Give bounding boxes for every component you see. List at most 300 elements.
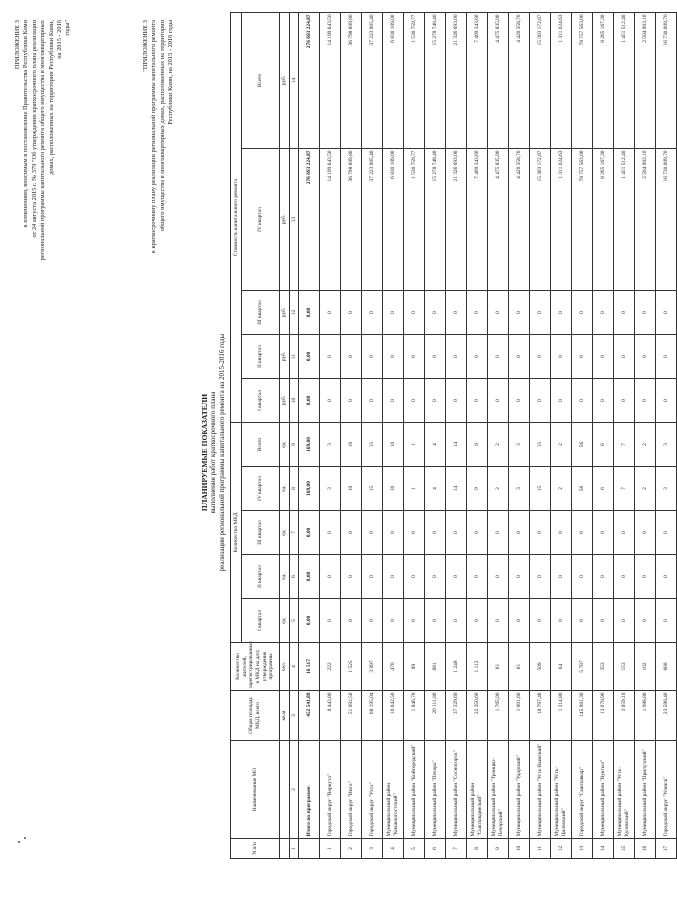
total-value: 169,00: [299, 423, 320, 467]
row-number: 12: [551, 839, 572, 859]
row-value: 0: [467, 599, 488, 643]
header-line: домах, расположенных на территории Республики Коми,: [47, 20, 55, 175]
row-value: 2: [488, 467, 509, 511]
row-value: 4: [425, 423, 446, 467]
row-value: 0: [656, 599, 677, 643]
index-cell: 10: [290, 379, 299, 423]
index-cell: 14: [290, 12, 299, 148]
row-value: 15 303 172,87: [530, 12, 551, 148]
row-value: 6: [593, 423, 614, 467]
document-subtitle-2: реализации региональной программы капитального ремонта на 2015-2016 годы: [218, 333, 226, 572]
row-value: 0: [320, 291, 341, 335]
row-value: 4 420 358,70: [509, 12, 530, 148]
row-value: 0: [635, 291, 656, 335]
row-number: 15: [614, 839, 635, 859]
unit-cell: ед.: [280, 555, 290, 599]
row-value: 0: [614, 555, 635, 599]
row-municipality: Муниципальный район "Усть-Куломский": [614, 741, 635, 839]
row-municipality: Муниципальный район "Княжпогостский": [383, 741, 404, 839]
row-value: 0: [635, 599, 656, 643]
row-value: 3: [320, 467, 341, 511]
header-line: на 2015 - 2016: [56, 20, 64, 59]
header-municipality: Наименование МО: [231, 741, 280, 839]
table-units-row: [280, 12, 290, 858]
table-row: [530, 12, 551, 858]
row-value: 0: [320, 379, 341, 423]
appendix-sub-header: [142, 20, 176, 720]
row-value: 0: [425, 291, 446, 335]
row-value: 51 092,50: [341, 691, 362, 741]
row-value: 1 840,70: [404, 691, 425, 741]
row-number: 5: [404, 839, 425, 859]
row-value: 0: [593, 599, 614, 643]
table-index-row: [290, 12, 299, 858]
header-count-quarter: III квартал: [242, 511, 280, 555]
header-area: Общая площадь МКД, всего: [231, 691, 280, 741]
index-cell: 6: [290, 555, 299, 599]
row-value: 37 329,69: [446, 691, 467, 741]
row-value: 0: [656, 511, 677, 555]
row-municipality: Муниципальный район "Троицко-Печорский": [488, 741, 509, 839]
table-cell: [280, 839, 290, 859]
row-value: 0: [488, 599, 509, 643]
table-row: [509, 12, 530, 858]
row-value: 0: [572, 555, 593, 599]
row-value: 0: [551, 599, 572, 643]
row-value: 1 530 759,77: [404, 149, 425, 291]
row-value: 4 475 835,90: [488, 12, 509, 148]
row-value: 2 504 993,10: [635, 12, 656, 148]
row-value: 78 757 563,00: [572, 149, 593, 291]
row-value: 2: [488, 423, 509, 467]
header-cost-quarter: III квартал: [242, 291, 280, 335]
row-value: 2: [551, 467, 572, 511]
index-cell: 9: [290, 423, 299, 467]
table-header-row: [231, 12, 242, 858]
row-value: 0: [383, 291, 404, 335]
row-value: 102: [635, 643, 656, 691]
row-value: 0: [467, 511, 488, 555]
row-number: 7: [446, 839, 467, 859]
row-number: 11: [530, 839, 551, 859]
row-value: 0: [656, 555, 677, 599]
row-value: 0: [551, 335, 572, 379]
header-line: Республики Коми, на 2015 - 2016 годы: [167, 20, 175, 125]
index-cell: 13: [290, 149, 299, 291]
row-value: 15 278 748,40: [425, 149, 446, 291]
header-residents: Количество жителей, зарегистрированных в МКД на дату утверждения программы: [231, 643, 280, 691]
row-value: 0: [551, 291, 572, 335]
unit-cell: руб.: [280, 149, 290, 291]
row-value: 8 443,80: [320, 691, 341, 741]
row-value: 0: [404, 599, 425, 643]
total-value: 0,00: [299, 335, 320, 379]
row-number: 1: [320, 839, 341, 859]
row-value: 1 311 024,63: [551, 12, 572, 148]
row-value: 0: [572, 379, 593, 423]
row-value: 14 199 643,50: [320, 149, 341, 291]
row-value: 2: [635, 423, 656, 467]
row-number: 10: [509, 839, 530, 859]
row-value: 0: [320, 555, 341, 599]
row-value: 5 787: [572, 643, 593, 691]
total-value: 0,00: [299, 555, 320, 599]
row-value: 89: [404, 643, 425, 691]
row-value: 2 504 993,10: [635, 149, 656, 291]
row-value: 0: [488, 291, 509, 335]
row-value: 10: [383, 423, 404, 467]
row-value: 64: [551, 643, 572, 691]
total-value: 452 541,89: [299, 691, 320, 741]
row-value: 0: [509, 335, 530, 379]
row-value: 15: [362, 423, 383, 467]
row-value: 10: [341, 423, 362, 467]
row-value: 0: [467, 555, 488, 599]
row-value: 0: [572, 511, 593, 555]
row-value: 7: [614, 423, 635, 467]
header-cost-quarter: II квартал: [242, 335, 280, 379]
row-number: 16: [635, 839, 656, 859]
row-value: 0: [551, 555, 572, 599]
row-value: 15 278 748,40: [425, 12, 446, 148]
row-value: 509: [530, 643, 551, 691]
unit-cell: руб.: [280, 335, 290, 379]
index-cell: 3: [290, 691, 299, 741]
row-value: 0: [320, 599, 341, 643]
row-value: 681: [425, 643, 446, 691]
row-value: 37 223 005,40: [362, 149, 383, 291]
table-row: [614, 12, 635, 858]
total-value: 0,00: [299, 511, 320, 555]
row-value: 68 195,04: [362, 691, 383, 741]
table-row: [362, 12, 383, 858]
document-title: ПЛАНИРУЕМЫЕ ПОКАЗАТЕЛИ: [200, 393, 209, 512]
row-value: 3 059,10: [614, 691, 635, 741]
row-value: 7: [614, 467, 635, 511]
row-municipality: Муниципальный район "Вуктыл": [593, 741, 614, 839]
row-value: 1: [404, 423, 425, 467]
row-value: 0: [530, 291, 551, 335]
header-line: "ПРИЛОЖЕНИЕ 3: [142, 20, 149, 72]
row-value: 0: [404, 555, 425, 599]
row-value: 0: [593, 555, 614, 599]
row-value: 23 588,40: [656, 691, 677, 741]
unit-cell: руб.: [280, 379, 290, 423]
row-value: 0: [509, 555, 530, 599]
row-value: 16 730 009,70: [656, 149, 677, 291]
row-number: 9: [488, 839, 509, 859]
row-value: 0: [614, 291, 635, 335]
scan-speck: [18, 841, 20, 843]
row-value: 1 530 759,77: [404, 12, 425, 148]
row-value: 61: [488, 643, 509, 691]
header-count-quarter: Всего: [242, 423, 280, 467]
row-value: 0: [593, 291, 614, 335]
row-value: 0: [488, 379, 509, 423]
row-value: 0: [404, 379, 425, 423]
row-value: 0: [488, 555, 509, 599]
row-value: 0: [383, 599, 404, 643]
row-value: 0: [593, 335, 614, 379]
row-value: 1 451 512,40: [614, 149, 635, 291]
row-value: 10: [341, 467, 362, 511]
row-value: 20 111,80: [425, 691, 446, 741]
table-cell: [280, 741, 290, 839]
table-total-row: [299, 12, 320, 858]
row-value: 0: [341, 291, 362, 335]
row-value: 0: [404, 511, 425, 555]
row-value: 145 981,30: [572, 691, 593, 741]
table-row: [551, 12, 572, 858]
index-cell: 11: [290, 335, 299, 379]
table-row: [425, 12, 446, 858]
row-value: 353: [593, 643, 614, 691]
row-number: 2: [341, 839, 362, 859]
row-value: 0: [488, 511, 509, 555]
row-value: 0: [467, 291, 488, 335]
row-value: 0: [656, 291, 677, 335]
header-count-quarter: I квартал: [242, 599, 280, 643]
header-line: региональной программы капитального ремонта общего имущества в многоквартирных: [39, 20, 47, 261]
row-value: 668: [656, 643, 677, 691]
header-line: от 24 августа 2015 г. № 379 "Об утверждении краткосрочного плана реализации: [30, 20, 38, 238]
header-count-quarter: IV квартал: [242, 467, 280, 511]
row-value: 3: [320, 423, 341, 467]
total-value: 276 693 224,87: [299, 149, 320, 291]
total-value: 276 693 224,87: [299, 12, 320, 148]
table-row: [488, 12, 509, 858]
row-municipality: Муниципальный район "Печора": [425, 741, 446, 839]
row-value: 0: [362, 335, 383, 379]
row-value: 1 314,80: [551, 691, 572, 741]
row-value: 22 350,60: [467, 691, 488, 741]
row-value: 0: [551, 511, 572, 555]
row-value: 0: [509, 511, 530, 555]
row-value: 56: [572, 467, 593, 511]
header-line: годы": [64, 20, 72, 36]
row-value: 0: [425, 511, 446, 555]
row-value: 3 097: [362, 643, 383, 691]
row-value: 4 420 358,70: [509, 149, 530, 291]
row-value: 0: [656, 335, 677, 379]
row-value: 3: [656, 423, 677, 467]
row-municipality: Муниципальный район "Усть-Цилемский": [551, 741, 572, 839]
row-value: 2: [635, 467, 656, 511]
unit-cell: ед.: [280, 423, 290, 467]
header-mkd-count-group: Количество МКД: [231, 423, 242, 643]
row-value: 0: [404, 291, 425, 335]
row-value: 0: [341, 555, 362, 599]
row-value: 9: [467, 467, 488, 511]
row-value: 0: [446, 335, 467, 379]
row-municipality: Муниципальный район "Удорский": [509, 741, 530, 839]
index-cell: 12: [290, 291, 299, 335]
row-value: 0: [614, 511, 635, 555]
row-value: 0: [635, 555, 656, 599]
row-value: 36 798 609,80: [341, 149, 362, 291]
header-cost-group: Стоимость капитального ремонта: [231, 12, 242, 422]
row-value: 0: [446, 291, 467, 335]
row-value: 61: [509, 643, 530, 691]
row-value: 0: [593, 379, 614, 423]
row-number: 3: [362, 839, 383, 859]
row-value: 1 451 512,40: [614, 12, 635, 148]
row-value: 0: [509, 599, 530, 643]
row-municipality: Городской округ "Усинск": [656, 741, 677, 839]
table-row: [656, 12, 677, 858]
row-municipality: Муниципальный район "Сыктывдинский": [467, 741, 488, 839]
table-row: [404, 12, 425, 858]
header-cost-quarter: I квартал: [242, 379, 280, 423]
row-value: 0: [635, 511, 656, 555]
row-value: 0: [362, 511, 383, 555]
table-cell: [299, 839, 320, 859]
row-value: 0: [425, 379, 446, 423]
row-value: 7 409 343,60: [467, 12, 488, 148]
row-value: 1 765,90: [488, 691, 509, 741]
row-value: 0: [362, 379, 383, 423]
row-value: 8 265 167,30: [593, 149, 614, 291]
index-cell: 4: [290, 643, 299, 691]
row-value: 0: [362, 599, 383, 643]
row-value: 0: [383, 511, 404, 555]
row-value: 9: [467, 423, 488, 467]
index-cell: 7: [290, 511, 299, 555]
row-value: 1: [404, 467, 425, 511]
index-cell: 2: [290, 741, 299, 839]
row-number: 6: [425, 839, 446, 859]
table-row: [572, 12, 593, 858]
header-number: N п/п: [231, 839, 280, 859]
row-value: 153: [614, 643, 635, 691]
unit-cell: ед.: [280, 511, 290, 555]
row-value: 7 409 343,60: [467, 149, 488, 291]
row-municipality: Городской округ "Сыктывкар": [572, 741, 593, 839]
row-value: 0: [320, 511, 341, 555]
unit-cell: чел.: [280, 643, 290, 691]
table-row: [383, 12, 404, 858]
total-value: 0,00: [299, 379, 320, 423]
table-row: [446, 12, 467, 858]
header-count-quarter: II квартал: [242, 555, 280, 599]
row-number: 8: [467, 839, 488, 859]
row-value: 0: [635, 335, 656, 379]
row-number: 4: [383, 839, 404, 859]
row-value: 0: [341, 599, 362, 643]
row-value: 15 303 172,87: [530, 149, 551, 291]
row-value: 0: [446, 555, 467, 599]
row-value: 0: [530, 599, 551, 643]
table-row: [320, 12, 341, 858]
appendix-header: [14, 20, 73, 740]
row-value: 0: [362, 291, 383, 335]
row-value: 14 199 643,50: [320, 12, 341, 148]
row-value: 4 475 835,90: [488, 149, 509, 291]
row-value: 6: [593, 467, 614, 511]
row-value: 0: [572, 599, 593, 643]
table-row: [341, 12, 362, 858]
row-value: 18 797,46: [530, 691, 551, 741]
row-value: 222: [320, 643, 341, 691]
row-value: 0: [656, 379, 677, 423]
unit-cell: ед.: [280, 467, 290, 511]
row-value: 78 757 563,00: [572, 12, 593, 148]
row-value: 0: [341, 335, 362, 379]
row-number: 14: [593, 839, 614, 859]
row-value: 2: [551, 423, 572, 467]
row-value: 0: [530, 511, 551, 555]
row-value: 1 525: [341, 643, 362, 691]
row-value: 0: [383, 335, 404, 379]
row-municipality: Городской округ "Инта": [341, 741, 362, 839]
row-value: 0: [614, 379, 635, 423]
row-value: 0: [425, 599, 446, 643]
row-value: 15: [362, 467, 383, 511]
row-value: 0: [425, 555, 446, 599]
total-value: 169,00: [299, 467, 320, 511]
header-line: к краткосрочному плану реализации региональной программы капитального ремонта: [150, 20, 158, 254]
row-value: 0: [614, 335, 635, 379]
total-value: 0,00: [299, 599, 320, 643]
row-municipality: Муниципальный район "Прилузский": [635, 741, 656, 839]
row-value: 16 730 009,70: [656, 12, 677, 148]
row-value: 15: [530, 467, 551, 511]
row-municipality: Муниципальный район "Сосногорск": [446, 741, 467, 839]
row-value: 56: [572, 423, 593, 467]
row-value: 470: [383, 643, 404, 691]
row-value: 0: [530, 335, 551, 379]
row-value: 0: [509, 379, 530, 423]
unit-cell: руб.: [280, 291, 290, 335]
row-value: 0: [467, 335, 488, 379]
header-line: к изменениям, вносимым в постановление Правительства Республики Коми: [22, 20, 30, 228]
row-value: 0: [509, 291, 530, 335]
total-value: 16 517: [299, 643, 320, 691]
row-value: 0: [383, 379, 404, 423]
unit-cell: ед.: [280, 599, 290, 643]
header-cost-quarter: Всего: [242, 12, 280, 148]
row-value: 0: [446, 511, 467, 555]
indicators-table: [230, 12, 677, 859]
index-cell: 8: [290, 467, 299, 511]
table-row: [593, 12, 614, 858]
row-value: 14: [446, 423, 467, 467]
unit-cell: кв.м: [280, 691, 290, 741]
document-titles: [200, 0, 227, 905]
row-value: 21 326 693,00: [446, 12, 467, 148]
row-value: 0: [383, 555, 404, 599]
table-row: [467, 12, 488, 858]
index-cell: 5: [290, 599, 299, 643]
row-municipality: Городской округ "Воркута": [320, 741, 341, 839]
header-line: ПРИЛОЖЕНИЕ 3: [14, 20, 21, 70]
row-value: 37 223 005,40: [362, 12, 383, 148]
row-value: 21 326 693,00: [446, 149, 467, 291]
row-value: 6 830 109,00: [383, 12, 404, 148]
table-row: [635, 12, 656, 858]
header-cost-quarter: IV квартал: [242, 149, 280, 291]
row-value: 1 248: [446, 643, 467, 691]
row-value: 13 078,90: [593, 691, 614, 741]
row-value: 8 265 167,30: [593, 12, 614, 148]
row-number: 13: [572, 839, 593, 859]
row-value: 3: [509, 423, 530, 467]
scan-speck: [24, 837, 26, 839]
row-value: 0: [446, 379, 467, 423]
row-value: 0: [446, 599, 467, 643]
row-number: 17: [656, 839, 677, 859]
index-cell: 1: [290, 839, 299, 859]
